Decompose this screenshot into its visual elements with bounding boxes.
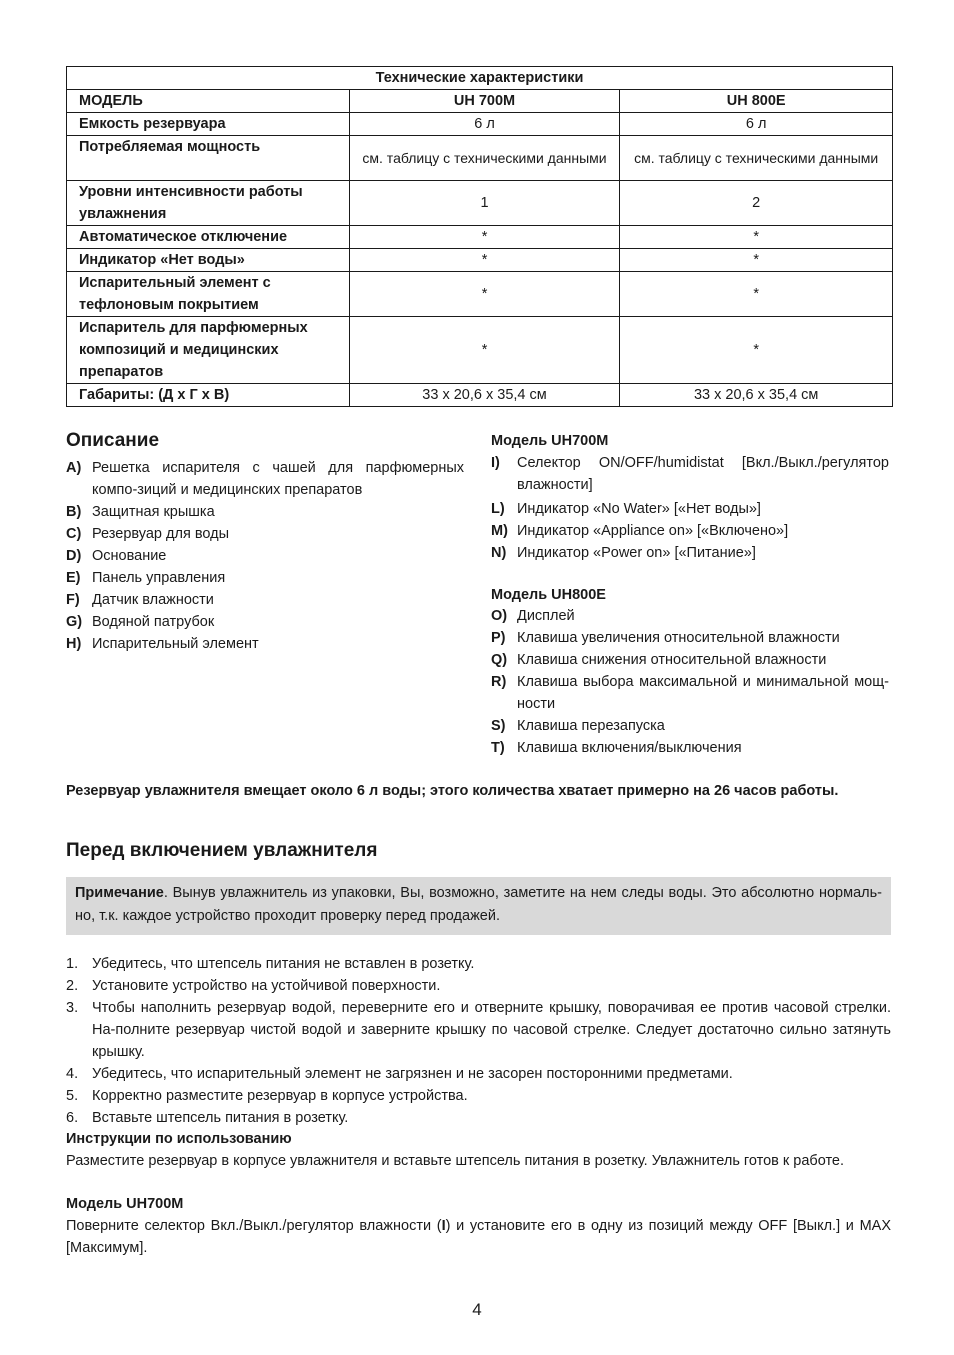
model-700-heading: Модель UH700M [491,433,609,449]
item-key: S) [491,718,506,734]
spec-row [67,113,893,136]
item-text: Основание [92,548,167,564]
spec-value-700: 33 x 20,6 x 35,4 см [349,384,620,407]
model-800-list [491,605,889,759]
description-list [66,457,464,655]
page-number: 4 [472,1300,482,1319]
item-text: Защитная крышка [92,504,215,520]
spec-value-800: 6 л [620,113,893,136]
list-item [66,567,464,589]
model-800-header: UH 800E [620,90,893,113]
spec-row-label: Испаритель для парфюмерных композиций и медицинских препаратов [67,317,350,384]
spec-value-800: см. таблицу с техническими данными [620,136,893,181]
item-key: E) [66,570,81,586]
usage-text-after: ) и установите его в одну из позиций между OFF [Выкл.] и MAX [Максимум]. [66,1218,891,1256]
step-number: 2. [66,978,79,994]
item-text: Испарительный элемент [92,636,259,652]
list-item [491,649,889,671]
description-heading: Описание [66,430,160,451]
spec-value-800: * [620,249,893,272]
spec-row-label: Емкость резервуара [67,113,350,136]
item-key: B) [66,504,82,520]
spec-row-label: Уровни интенсивности работы увлажнения [67,181,350,226]
step-number: 4. [66,1066,79,1082]
spec-title-row [67,67,893,90]
item-key: A) [66,460,82,476]
item-text: Индикатор «No Water» [«Нет воды»] [517,501,761,517]
model-label: МОДЕЛЬ [67,90,350,113]
item-text: Селектор ON/OFF/humidistat [Вкл./Выкл./регулятор влажности] [517,455,889,493]
list-item [491,671,889,715]
spec-value-700: * [349,249,620,272]
capacity-note: Резервуар увлажнителя вмещает около 6 л воды; этого количества хватает примерно на 26 часов работы. [66,783,839,799]
instructions-text: Разместите резервуар в корпусе увлажнителя и вставьте штепсель питания в розетку. Увлажнитель готов к работе. [66,1153,845,1169]
steps-list [66,953,891,1129]
spec-title: Технические характеристики [67,67,893,90]
spec-header-row [67,90,893,113]
spec-row [67,272,893,317]
before-use-heading: Перед включением увлажнителя [66,840,378,861]
list-item [66,997,891,1063]
spec-value-700: 1 [349,181,620,226]
list-item [66,611,464,633]
item-text: Клавиша снижения относительной влажности [517,652,827,668]
item-text: Водяной патрубок [92,614,215,630]
item-key: I) [491,455,500,471]
note-label: Примечание [75,885,164,901]
item-key: Q) [491,652,508,668]
item-key: P) [491,630,506,646]
step-text: Установите устройство на устойчивой поверхности. [92,978,441,994]
list-item [66,1107,891,1129]
list-item [66,1085,891,1107]
spec-row-label: Испарительный элемент с тефлоновым покрытием [67,272,350,317]
spec-value-800: 2 [620,181,893,226]
step-text: Вставьте штепсель питания в розетку. [92,1110,349,1126]
list-item [491,737,889,759]
spec-value-700: 6 л [349,113,620,136]
list-item [66,523,464,545]
item-text: Индикатор «Appliance on» [«Включено»] [517,523,789,539]
item-key: D) [66,548,82,564]
model-800-heading: Модель UH800E [491,587,606,603]
list-item [66,457,464,501]
list-item [66,501,464,523]
spec-row-label: Габариты: (Д х Г х В) [67,384,350,407]
item-text: Резервуар для воды [92,526,229,542]
list-item [491,627,889,649]
item-text: Дисплей [517,608,575,624]
spec-value-700: * [349,226,620,249]
list-item [66,1063,891,1085]
note-box [66,877,891,935]
list-item [491,715,889,737]
spec-value-700: * [349,272,620,317]
step-number: 3. [66,1000,79,1016]
item-key: F) [66,592,80,608]
list-item [491,605,889,627]
item-text: Решетка испарителя с чашей для парфюмерных компо-зиций и медицинских препаратов [92,460,464,498]
spec-value-800: * [620,317,893,384]
spec-value-800: * [620,226,893,249]
instructions-heading: Инструкции по использованию [66,1131,292,1147]
step-number: 5. [66,1088,79,1104]
usage-text-key: I [441,1218,446,1234]
step-text: Чтобы наполнить резервуар водой, переверните его и отверните крышку, поворачивая ее против часовой стрелки. На-полните резервуар чистой водой и заверните крышку по часовой стрелке. Следует достаточно сильно затянуть крышку. [92,1000,891,1060]
list-item [491,542,889,564]
item-text: Клавиша включения/выключения [517,740,742,756]
spec-value-800: * [620,272,893,317]
list-item [66,975,891,997]
item-text: Клавиша увеличения относительной влажности [517,630,840,646]
item-key: O) [491,608,508,624]
spec-row-label: Индикатор «Нет воды» [67,249,350,272]
spec-value-800: 33 x 20,6 x 35,4 см [620,384,893,407]
item-key: G) [66,614,83,630]
spec-row-label: Автоматическое отключение [67,226,350,249]
item-key: L) [491,501,505,517]
item-key: R) [491,674,507,690]
note-text: . Вынув увлажнитель из упаковки, Вы, возможно, заметите на нем следы воды. Это абсолютно нормаль-но, т.к. каждое устройство проходит проверку перед продажей. [75,885,882,924]
list-item [491,498,889,520]
item-text: Панель управления [92,570,226,586]
item-key: N) [491,545,507,561]
item-key: M) [491,523,508,539]
list-item [66,633,464,655]
spec-row-label: Потребляемая мощность [67,136,350,181]
list-item [66,545,464,567]
spec-row [67,317,893,384]
list-item [66,953,891,975]
spec-row [67,181,893,226]
spec-row [67,136,893,181]
item-text: Клавиша выбора максимальной и минимальной мощ-ности [517,674,889,712]
step-text: Убедитесь, что штепсель питания не вставлен в розетку. [92,956,475,972]
list-item [66,589,464,611]
step-text: Убедитесь, что испарительный элемент не загрязнен и не засорен посторонними предметами. [92,1066,733,1082]
item-key: T) [491,740,505,756]
item-text: Датчик влажности [92,592,214,608]
usage-text-before: Поверните селектор Вкл./Выкл./регулятор влажности ( [66,1218,442,1234]
item-text: Индикатор «Power on» [«Питание»] [517,545,756,561]
step-text: Корректно разместите резервуар в корпусе устройства. [92,1088,468,1104]
item-key: H) [66,636,82,652]
spec-table [66,66,893,407]
spec-value-700: см. таблицу с техническими данными [349,136,620,181]
model-700-list [491,452,889,564]
spec-row [67,384,893,407]
model-700-usage-heading: Модель UH700M [66,1196,184,1212]
step-number: 6. [66,1110,79,1126]
step-number: 1. [66,956,79,972]
spec-row [67,249,893,272]
list-item [491,520,889,542]
item-text: Клавиша перезапуска [517,718,665,734]
model-700-usage-text [66,1215,891,1259]
item-key: C) [66,526,82,542]
spec-value-700: * [349,317,620,384]
model-700-header: UH 700M [349,90,620,113]
list-item [491,452,889,496]
spec-row [67,226,893,249]
